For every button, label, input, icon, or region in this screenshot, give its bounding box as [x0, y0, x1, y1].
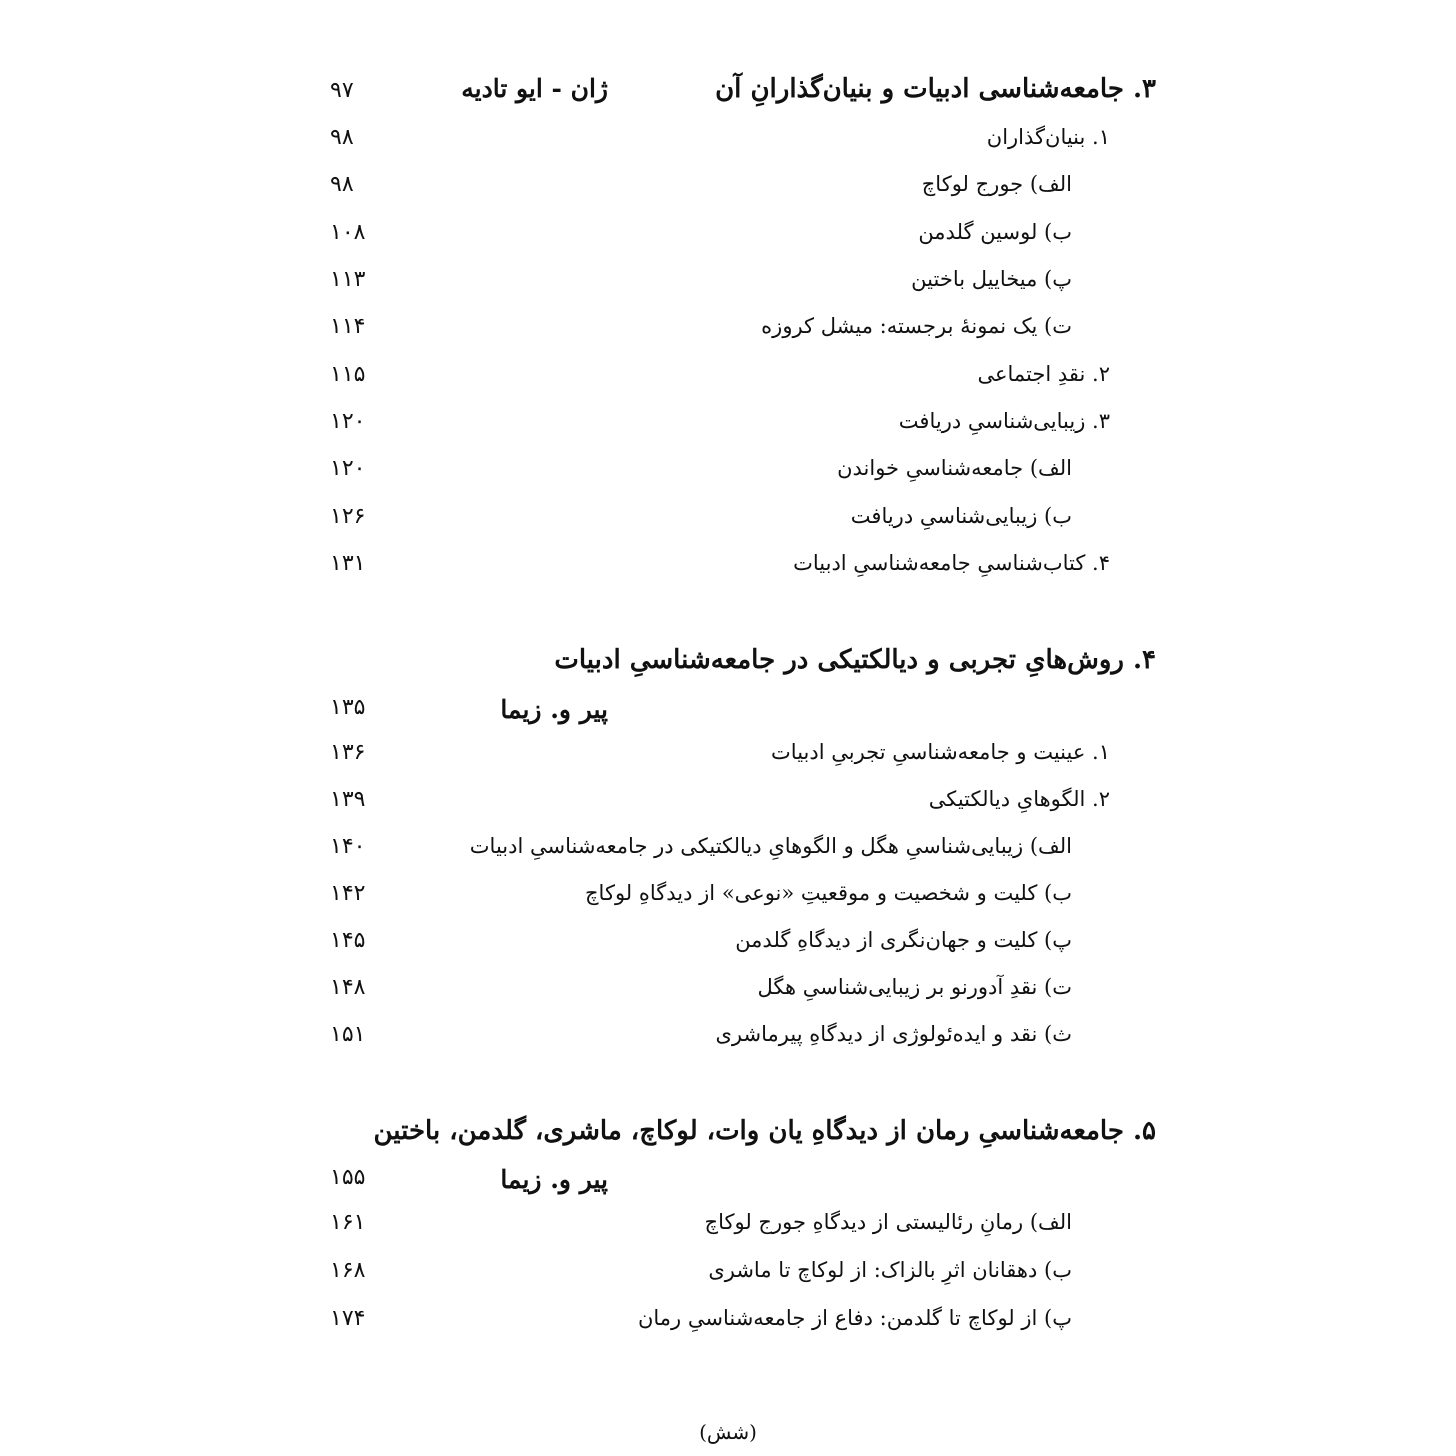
toc-item: ۱. بنیان‌گذاران — [986, 125, 1110, 149]
toc-item: پ) میخاییل باختین — [911, 267, 1072, 291]
toc-item: ب) زیبایی‌شناسیِ دریافت — [850, 504, 1072, 528]
toc-item-page: ۱۲۰ — [330, 456, 366, 481]
toc-item: ت) یک نمونهٔ برجسته: میشل کروزه — [761, 314, 1072, 338]
toc-item: ب) لوسین گلدمن — [918, 220, 1072, 244]
toc-item: ب) دهقانان اثرِ بالزاک: از لوکاچ تا ماشری — [708, 1258, 1072, 1282]
toc-item-page: ۱۴۲ — [330, 881, 366, 906]
toc-item: الف) جورج لوکاچ — [921, 172, 1072, 196]
toc-item: ۳. زیبایی‌شناسیِ دریافت — [898, 409, 1110, 433]
toc-item-page: ۱۶۱ — [330, 1210, 366, 1235]
section-title: ۴. روش‌هایِ تجربی و دیالکتیکی در جامعه‌شناسیِ ادبیات — [554, 645, 1156, 675]
toc-item: ت) نقدِ آدورنو بر زیبایی‌شناسیِ هگل — [757, 975, 1072, 999]
toc-item: ۲. نقدِ اجتماعی — [977, 362, 1110, 386]
toc-item: الف) رمانِ رئالیستی از دیدگاهِ جورج لوکاچ — [704, 1210, 1072, 1234]
section-author: ژان - ایو تادیه — [461, 74, 608, 103]
toc-item-page: ۱۱۳ — [330, 267, 366, 292]
toc-item-page: ۱۱۴ — [330, 314, 366, 339]
toc-item: ب) کلیت و شخصیت و موقعیتِ «نوعی» از دیدگاهِ لوکاچ — [585, 881, 1072, 905]
section-title: ۳. جامعه‌شناسی ادبیات و بنیان‌گذارانِ آن — [715, 74, 1156, 104]
toc-item: پ) کلیت و جهان‌نگری از دیدگاهِ گلدمن — [735, 928, 1072, 952]
toc-item: الف) جامعه‌شناسیِ خواندن — [837, 456, 1072, 480]
toc-item-page: ۱۱۵ — [330, 362, 366, 387]
toc-item-page: ۱۳۱ — [330, 551, 366, 576]
toc-item-page: ۱۰۸ — [330, 220, 366, 245]
toc-item-page: ۱۶۸ — [330, 1258, 366, 1283]
section-author: پیر و. زیما — [500, 1165, 608, 1194]
section-page-number: ۱۳۵ — [330, 695, 366, 720]
section-author: پیر و. زیما — [500, 695, 608, 724]
toc-item: پ) از لوکاچ تا گلدمن: دفاع از جامعه‌شناسیِ رمان — [637, 1306, 1072, 1330]
toc-item: ۴. کتاب‌شناسیِ جامعه‌شناسیِ ادبیات — [793, 551, 1110, 575]
toc-item-page: ۹۸ — [330, 125, 354, 150]
toc-item: ۱. عینیت و جامعه‌شناسیِ تجربیِ ادبیات — [771, 740, 1110, 764]
toc-item-page: ۱۲۶ — [330, 504, 366, 529]
toc-item-page: ۱۴۸ — [330, 975, 366, 1000]
toc-item-page: ۱۵۱ — [330, 1022, 366, 1047]
toc-item-page: ۱۲۰ — [330, 409, 366, 434]
toc-item: ث) نقد و ایده‌ئولوژی از دیدگاهِ پیرماشری — [715, 1022, 1072, 1046]
toc-item-page: ۱۴۰ — [330, 834, 366, 859]
section-page-number: ۱۵۵ — [330, 1165, 366, 1190]
toc-item-page: ۱۳۶ — [330, 740, 366, 765]
section-page-number: ۹۷ — [330, 78, 354, 103]
toc-item-page: ۱۴۵ — [330, 928, 366, 953]
toc-item-page: ۹۸ — [330, 172, 354, 197]
toc-item-page: ۱۳۹ — [330, 787, 366, 812]
section-title: ۵. جامعه‌شناسیِ رمان از دیدگاهِ یان وات، لوکاچ، ماشری، گلدمن، باختین — [373, 1116, 1156, 1146]
toc-item: ۲. الگوهایِ دیالکتیکی — [928, 787, 1110, 811]
page-footer-number: (شش) — [699, 1420, 757, 1444]
toc-item: الف) زیبایی‌شناسیِ هگل و الگوهایِ دیالکتیکی در جامعه‌شناسیِ ادبیات — [469, 834, 1072, 858]
toc-item-page: ۱۷۴ — [330, 1306, 366, 1331]
